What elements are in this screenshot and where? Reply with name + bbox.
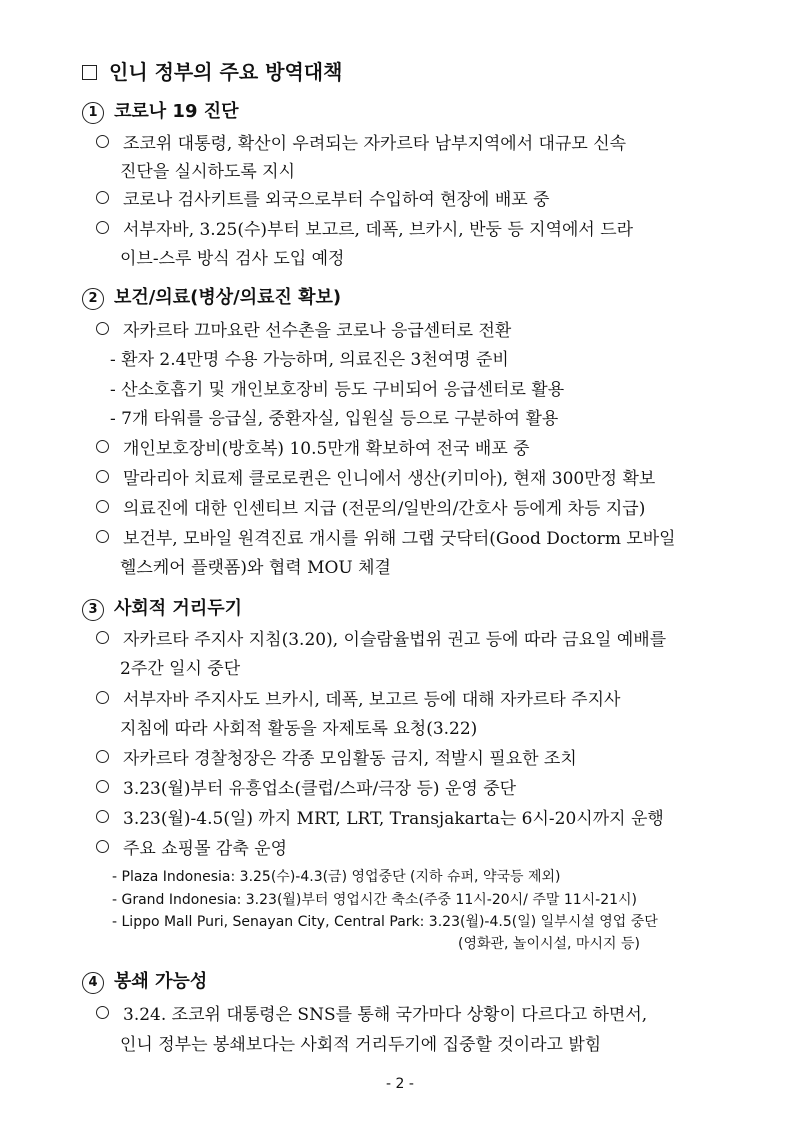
circle-bullet-icon xyxy=(96,810,109,823)
mall-detail-continuation: (영화관, 놀이시설, 마시지 등) xyxy=(458,936,640,952)
mall-detail: - Lippo Mall Puri, Senayan City, Central Park: 3.23(월)-4.5(일) 일부시설 영업 중단 xyxy=(112,914,658,930)
section-1-title: 1 코로나 19 진단 xyxy=(82,97,239,124)
bullet-continuation: 헬스케어 플랫폼)와 협력 MOU 체결 xyxy=(120,558,391,578)
circled-number-icon: 4 xyxy=(82,972,104,994)
circle-bullet-icon xyxy=(96,322,109,335)
section-2-title: 2 보건/의료(병상/의료진 확보) xyxy=(82,283,341,310)
bullet-item: 서부자바, 3.25(수)부터 보고르, 데폭, 브카시, 반둥 등 지역에서 드라 xyxy=(96,215,633,240)
bullet-continuation: 이브-스루 방식 검사 도입 예정 xyxy=(120,249,345,269)
sub-item: - 환자 2.4만명 수용 가능하며, 의료진은 3천여명 준비 xyxy=(110,350,509,370)
bullet-continuation: 인니 정부는 봉쇄보다는 사회적 거리두기에 집중할 것이라고 밝힘 xyxy=(120,1035,602,1055)
circle-bullet-icon xyxy=(96,530,109,543)
bullet-item: 자카르타 주지사 지침(3.20), 이슬람율법위 권고 등에 따라 금요일 예배를 xyxy=(96,625,666,650)
bullet-item: 조코위 대통령, 확산이 우려되는 자카르타 남부지역에서 대규모 신속 xyxy=(96,129,626,154)
heading-text: 인니 정부의 주요 방역대책 xyxy=(109,60,343,84)
bullet-item: 주요 쇼핑몰 감축 운영 xyxy=(96,834,287,859)
circled-number-icon: 2 xyxy=(82,288,104,310)
bullet-item: 3.23(월)부터 유흥업소(클럽/스파/극장 등) 운영 중단 xyxy=(96,774,516,799)
sub-item: - 산소호흡기 및 개인보호장비 등도 구비되어 응급센터로 활용 xyxy=(110,380,565,400)
bullet-item: 자카르타 끄마요란 선수촌을 코로나 응급센터로 전환 xyxy=(96,316,511,341)
checkbox-square-icon xyxy=(82,65,97,80)
circle-bullet-icon xyxy=(96,191,109,204)
bullet-item: 자카르타 경찰청장은 각종 모임활동 금지, 적발시 필요한 조치 xyxy=(96,744,577,769)
bullet-item: 서부자바 주지사도 브카시, 데폭, 보고르 등에 대해 자카르타 주지사 xyxy=(96,685,620,710)
bullet-item: 3.24. 조코위 대통령은 SNS를 통해 국가마다 상황이 다르다고 하면서, xyxy=(96,1000,647,1025)
bullet-continuation: 2주간 일시 중단 xyxy=(120,659,241,679)
bullet-item: 의료진에 대한 인센티브 지급 (전문의/일반의/간호사 등에게 차등 지급) xyxy=(96,494,645,519)
bullet-continuation: 지침에 따라 사회적 활동을 자제토록 요청(3.22) xyxy=(120,719,478,739)
section-3-title: 3 사회적 거리두기 xyxy=(82,594,242,621)
bullet-item: 코로나 검사키트를 외국으로부터 수입하여 현장에 배포 중 xyxy=(96,185,550,210)
circle-bullet-icon xyxy=(96,221,109,234)
circle-bullet-icon xyxy=(96,440,109,453)
circle-bullet-icon xyxy=(96,500,109,513)
circle-bullet-icon xyxy=(96,840,109,853)
bullet-item: 3.23(월)-4.5(일) 까지 MRT, LRT, Transjakarta는 6시-20시까지 운행 xyxy=(96,804,664,829)
bullet-continuation: 진단을 실시하도록 지시 xyxy=(120,162,296,182)
bullet-item: 보건부, 모바일 원격진료 개시를 위해 그랩 굿닥터(Good Doctorm 모바일 xyxy=(96,524,676,549)
circle-bullet-icon xyxy=(96,1006,109,1019)
mall-detail: - Plaza Indonesia: 3.25(수)-4.3(금) 영업중단 (지하 슈퍼, 약국등 제외) xyxy=(112,869,561,885)
document-heading xyxy=(82,56,342,85)
circle-bullet-icon xyxy=(96,631,109,644)
sub-item: - 7개 타워를 응급실, 중환자실, 입원실 등으로 구분하여 활용 xyxy=(110,409,559,429)
bullet-item: 말라리아 치료제 클로로퀸은 인니에서 생산(키미아), 현재 300만정 확보 xyxy=(96,464,655,489)
circle-bullet-icon xyxy=(96,750,109,763)
bullet-item: 개인보호장비(방호복) 10.5만개 확보하여 전국 배포 중 xyxy=(96,434,530,459)
circle-bullet-icon xyxy=(96,135,109,148)
circle-bullet-icon xyxy=(96,470,109,483)
mall-detail: - Grand Indonesia: 3.23(월)부터 영업시간 축소(주중 11시-20시/ 주말 11시-21시) xyxy=(112,892,638,908)
circle-bullet-icon xyxy=(96,691,109,704)
circle-bullet-icon xyxy=(96,780,109,793)
section-4-title: 4 봉쇄 가능성 xyxy=(82,967,207,994)
circled-number-icon: 3 xyxy=(82,599,104,621)
circled-number-icon: 1 xyxy=(82,102,104,124)
page-number: - 2 - xyxy=(386,1076,414,1092)
